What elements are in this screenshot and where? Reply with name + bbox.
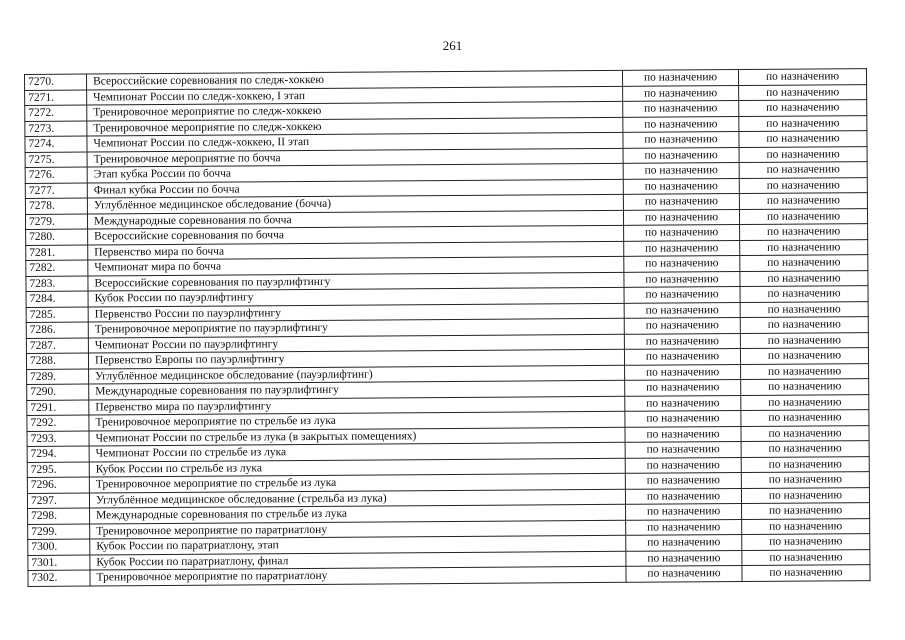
row-code: 7285. xyxy=(26,307,88,323)
row-event-name: Тренировочное мероприятие по паратриатлону xyxy=(90,566,626,585)
row-code: 7275. xyxy=(25,152,87,168)
row-value-2: по назначению xyxy=(739,177,867,193)
row-value-2: по назначению xyxy=(742,534,870,550)
row-code: 7271. xyxy=(25,90,87,106)
row-code: 7289. xyxy=(27,369,89,385)
row-value-1: по назначению xyxy=(623,116,739,132)
row-value-2: по назначению xyxy=(742,518,870,534)
row-value-2: по назначению xyxy=(739,100,867,116)
row-code: 7280. xyxy=(26,229,88,245)
row-event-name: Тренировочное мероприятие по пауэрлифтингу xyxy=(88,318,624,337)
row-event-name: Финал кубка России по бочча xyxy=(87,179,623,198)
row-event-name: Углублённое медицинское обследование (пауэрлифтинг) xyxy=(89,365,625,384)
row-event-name: Первенство России по пауэрлифтингу xyxy=(88,303,624,322)
page-number: 261 xyxy=(442,38,463,53)
row-value-1: по назначению xyxy=(625,364,741,380)
row-value-2: по назначению xyxy=(740,239,868,255)
row-code: 7284. xyxy=(26,291,88,307)
row-value-1: по назначению xyxy=(623,194,739,210)
row-code: 7281. xyxy=(26,245,88,261)
row-value-2: по назначению xyxy=(740,270,868,286)
row-code: 7296. xyxy=(27,477,89,493)
row-event-name: Международные соревнования по бочча xyxy=(87,210,623,229)
row-code: 7286. xyxy=(26,322,88,338)
row-code: 7287. xyxy=(26,338,88,354)
row-code: 7276. xyxy=(25,167,87,183)
row-value-1: по назначению xyxy=(625,442,741,458)
row-value-1: по назначению xyxy=(624,271,740,287)
row-code: 7294. xyxy=(27,446,89,462)
row-value-2: по назначению xyxy=(741,456,869,472)
row-value-2: по назначению xyxy=(740,255,868,271)
row-value-2: по назначению xyxy=(739,162,867,178)
row-value-1: по назначению xyxy=(626,565,742,581)
row-code: 7295. xyxy=(27,462,89,478)
row-event-name: Чемпионат России по пауэрлифтингу xyxy=(88,334,624,353)
row-code: 7292. xyxy=(27,415,89,431)
row-event-name: Международные соревнования по стрельбе из лука xyxy=(90,504,626,523)
row-value-2: по назначению xyxy=(739,146,867,162)
row-value-1: по назначению xyxy=(625,426,741,442)
row-value-1: по назначению xyxy=(624,318,740,334)
row-value-2: по назначению xyxy=(741,425,869,441)
row-value-1: по назначению xyxy=(624,349,740,365)
events-table-body xyxy=(25,69,871,586)
row-event-name: Всероссийские соревнования по пауэрлифтингу xyxy=(88,272,624,291)
row-value-1: по назначению xyxy=(625,380,741,396)
row-value-1: по назначению xyxy=(623,101,739,117)
row-event-name: Кубок России по стрельбе из лука xyxy=(89,458,625,477)
row-value-2: по назначению xyxy=(742,565,870,581)
row-code: 7291. xyxy=(27,400,89,416)
row-value-1: по назначению xyxy=(624,225,740,241)
row-event-name: Тренировочное мероприятие по стрельбе из лука xyxy=(89,473,625,492)
row-value-2: по назначению xyxy=(741,472,869,488)
row-event-name: Чемпионат России по стрельбе из лука xyxy=(89,442,625,461)
row-code: 7283. xyxy=(26,276,88,292)
row-code: 7278. xyxy=(25,198,87,214)
row-value-1: по назначению xyxy=(622,70,738,86)
row-event-name: Кубок России по паратриатлону, этап xyxy=(90,535,626,554)
row-value-2: по назначению xyxy=(739,115,867,131)
row-code: 7272. xyxy=(25,105,87,121)
row-event-name: Первенство мира по пауэрлифтингу xyxy=(89,396,625,415)
row-value-1: по назначению xyxy=(624,240,740,256)
row-code: 7270. xyxy=(25,74,87,90)
row-event-name: Чемпионат России по следж-хоккею, I этап xyxy=(87,86,623,105)
row-event-name: Всероссийские соревнования по следж-хоккею xyxy=(87,70,623,89)
row-event-name: Кубок России по паратриатлону, финал xyxy=(90,551,626,570)
row-code: 7277. xyxy=(25,183,87,199)
row-value-2: по назначению xyxy=(739,193,867,209)
row-event-name: Кубок России по пауэрлифтингу xyxy=(88,287,624,306)
events-table xyxy=(24,68,871,586)
row-value-2: по назначению xyxy=(740,224,868,240)
row-value-1: по назначению xyxy=(626,519,742,535)
row-event-name: Чемпионат России по стрельбе из лука (в закрытых помещениях) xyxy=(89,427,625,446)
row-code: 7273. xyxy=(25,121,87,137)
row-event-name: Первенство мира по бочча xyxy=(88,241,624,260)
row-value-1: по назначению xyxy=(624,333,740,349)
row-value-1: по назначению xyxy=(625,457,741,473)
row-code: 7274. xyxy=(25,136,87,152)
row-value-2: по назначению xyxy=(741,410,869,426)
row-value-2: по назначению xyxy=(742,503,870,519)
row-code: 7298. xyxy=(28,508,90,524)
row-value-1: по назначению xyxy=(626,504,742,520)
row-value-1: по назначению xyxy=(625,411,741,427)
row-code: 7282. xyxy=(26,260,88,276)
row-code: 7297. xyxy=(27,493,89,509)
row-value-2: по назначению xyxy=(740,317,868,333)
row-code: 7279. xyxy=(25,214,87,230)
row-event-name: Международные соревнования по пауэрлифтингу xyxy=(89,380,625,399)
row-code: 7290. xyxy=(27,384,89,400)
row-code: 7293. xyxy=(27,431,89,447)
row-value-1: по назначению xyxy=(623,85,739,101)
row-value-2: по назначению xyxy=(740,286,868,302)
row-event-name: Тренировочное мероприятие по следж-хоккею xyxy=(87,101,623,120)
row-value-1: по назначению xyxy=(623,132,739,148)
row-value-2: по назначению xyxy=(741,363,869,379)
row-value-2: по назначению xyxy=(741,441,869,457)
row-event-name: Этап кубка России по бочча xyxy=(87,163,623,182)
row-event-name: Тренировочное мероприятие по бочча xyxy=(87,148,623,167)
row-code: 7299. xyxy=(28,524,90,540)
row-value-2: по назначению xyxy=(739,208,867,224)
row-event-name: Тренировочное мероприятие по паратриатлону xyxy=(90,520,626,539)
row-event-name: Всероссийские соревнования по бочча xyxy=(88,225,624,244)
row-value-1: по назначению xyxy=(625,473,741,489)
row-event-name: Углублённое медицинское обследование (бочча) xyxy=(87,194,623,213)
row-code: 7300. xyxy=(28,539,90,555)
row-event-name: Тренировочное мероприятие по стрельбе из лука xyxy=(89,411,625,430)
row-event-name: Первенство Европы по пауэрлифтингу xyxy=(88,349,624,368)
row-value-1: по назначению xyxy=(624,287,740,303)
row-value-1: по назначению xyxy=(626,550,742,566)
row-value-2: по назначению xyxy=(740,332,868,348)
row-event-name: Тренировочное мероприятие по следж-хоккею xyxy=(87,117,623,136)
row-value-2: по назначению xyxy=(739,131,867,147)
row-value-2: по назначению xyxy=(739,84,867,100)
row-event-name: Углублённое медицинское обследование (стрельба из лука) xyxy=(89,489,625,508)
row-value-1: по назначению xyxy=(625,395,741,411)
row-value-1: по назначению xyxy=(623,178,739,194)
row-value-2: по назначению xyxy=(741,487,869,503)
row-value-1: по назначению xyxy=(623,147,739,163)
row-code: 7302. xyxy=(28,570,90,586)
row-event-name: Чемпионат мира по бочча xyxy=(88,256,624,275)
row-value-2: по назначению xyxy=(741,394,869,410)
row-value-2: по назначению xyxy=(738,69,866,85)
row-value-2: по назначению xyxy=(740,301,868,317)
row-value-1: по назначению xyxy=(623,209,739,225)
row-value-2: по назначению xyxy=(742,549,870,565)
row-value-2: по назначению xyxy=(740,348,868,364)
row-value-1: по назначению xyxy=(624,256,740,272)
row-code: 7288. xyxy=(26,353,88,369)
row-value-1: по назначению xyxy=(623,163,739,179)
row-value-2: по назначению xyxy=(741,379,869,395)
row-value-1: по назначению xyxy=(624,302,740,318)
row-code: 7301. xyxy=(28,555,90,571)
row-value-1: по назначению xyxy=(625,488,741,504)
row-event-name: Чемпионат России по следж-хоккею, II этап xyxy=(87,132,623,151)
row-value-1: по назначению xyxy=(626,535,742,551)
